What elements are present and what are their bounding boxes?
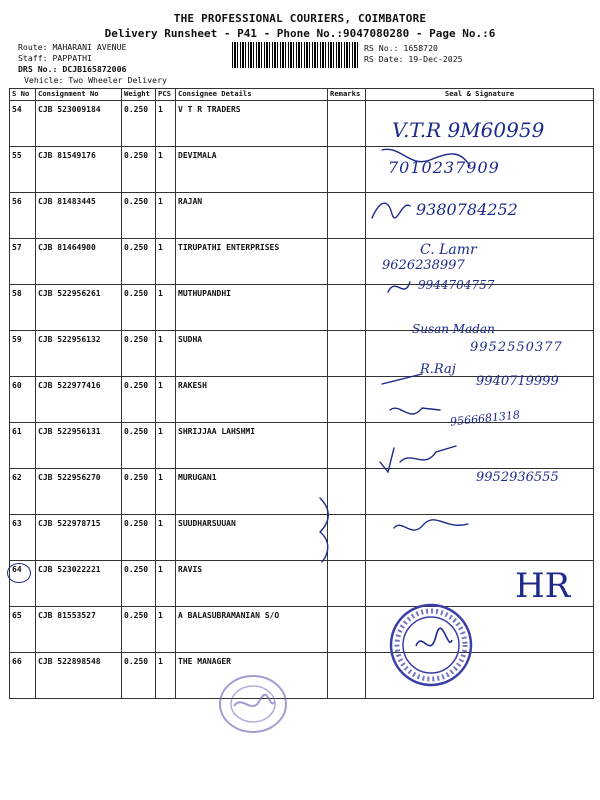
drs-label: DRS No.: DCJB165872006 (18, 64, 127, 74)
row-pcs: 1 (156, 101, 176, 147)
circle-mark-65 (7, 563, 31, 583)
row-sno: 56 (10, 193, 36, 239)
row-weight: 0.250 (122, 607, 156, 653)
row-weight: 0.250 (122, 239, 156, 285)
row-consignee: SHRIJJAA LAHSHMI (176, 423, 328, 469)
row-consignment: CJB 522956261 (36, 285, 122, 331)
row-sno: 61 (10, 423, 36, 469)
row-pcs: 1 (156, 285, 176, 331)
row-weight: 0.250 (122, 377, 156, 423)
row-pcs: 1 (156, 561, 176, 607)
row-remarks (328, 469, 366, 515)
table-row (10, 239, 594, 285)
row-consignee: SUDHA (176, 331, 328, 377)
row-pcs: 1 (156, 469, 176, 515)
row-pcs: 1 (156, 607, 176, 653)
row-weight: 0.250 (122, 147, 156, 193)
row-pcs: 1 (156, 331, 176, 377)
row-sno: 60 (10, 377, 36, 423)
col-consignee: Consignee Details (176, 89, 328, 101)
row-consignment: CJB 81553527 (36, 607, 122, 653)
row-sno: 55 (10, 147, 36, 193)
col-pcs: PCS (156, 89, 176, 101)
handwriting-sig65: HR (515, 566, 571, 606)
handwriting-sig59b: 9952550377 (470, 340, 563, 355)
row-weight: 0.250 (122, 561, 156, 607)
row-consignment: CJB 523022221 (36, 561, 122, 607)
row-weight: 0.250 (122, 101, 156, 147)
company-seal-stamp (386, 600, 476, 690)
row-remarks (328, 147, 366, 193)
handwriting-sig62: 9952936555 (476, 470, 559, 485)
row-consignment: CJB 523009184 (36, 101, 122, 147)
col-consignment: Consignment No (36, 89, 122, 101)
handwriting-sig57a: C. Lamr (420, 242, 477, 258)
row-sno: 65 (10, 607, 36, 653)
row-remarks (328, 561, 366, 607)
row-remarks (328, 515, 366, 561)
row-sno: 62 (10, 469, 36, 515)
row-remarks (328, 653, 366, 699)
table-row (10, 285, 594, 331)
row-weight: 0.250 (122, 653, 156, 699)
row-pcs: 1 (156, 239, 176, 285)
row-pcs: 1 (156, 377, 176, 423)
handwriting-sig54: V.T.R 9M60959 (392, 118, 545, 142)
table-row (10, 147, 594, 193)
handwriting-sig59a: Susan Madan (412, 322, 495, 336)
row-sno: 54 (10, 101, 36, 147)
row-consignment: CJB 522978715 (36, 515, 122, 561)
row-consignment: CJB 522956270 (36, 469, 122, 515)
row-weight: 0.250 (122, 423, 156, 469)
row-consignee: THE MANAGER (176, 653, 328, 699)
row-pcs: 1 (156, 193, 176, 239)
row-remarks (328, 285, 366, 331)
col-sno: S No (10, 89, 36, 101)
handwriting-sig60a: R.Raj (420, 362, 456, 377)
row-consignee: MURUGAN1 (176, 469, 328, 515)
row-weight: 0.250 (122, 193, 156, 239)
rs-date: RS Date: 19-Dec-2025 (364, 54, 463, 64)
row-remarks (328, 377, 366, 423)
staff-label: Staff: PAPPATHI (18, 53, 92, 63)
row-signature (366, 423, 594, 469)
handwriting-sig61: 9566681318 (449, 408, 521, 429)
col-weight: Weight (122, 89, 156, 101)
row-remarks (328, 331, 366, 377)
row-consignment: CJB 522956131 (36, 423, 122, 469)
vehicle-label: Vehicle: Two Wheeler Delivery (24, 75, 167, 85)
row-consignee: MUTHUPANDHI (176, 285, 328, 331)
col-signature: Seal & Signature (366, 89, 594, 101)
row-consignment: CJB 522977416 (36, 377, 122, 423)
row-consignment: CJB 522898548 (36, 653, 122, 699)
row-sno: 57 (10, 239, 36, 285)
rs-number: RS No.: 1658720 (364, 43, 438, 53)
handwriting-sig57b: 9626238997 (382, 258, 465, 273)
barcode (232, 42, 358, 68)
table-row (10, 515, 594, 561)
handwriting-sig58: 9944704757 (418, 278, 495, 292)
row-consignment: CJB 81464900 (36, 239, 122, 285)
row-sno: 59 (10, 331, 36, 377)
company-title: THE PROFESSIONAL COURIERS, COIMBATORE (173, 12, 427, 25)
handwriting-sig55: 7010237909 (388, 158, 500, 177)
row-pcs: 1 (156, 423, 176, 469)
row-pcs: 1 (156, 147, 176, 193)
row-remarks (328, 607, 366, 653)
row-remarks (328, 423, 366, 469)
row-remarks (328, 193, 366, 239)
row-consignee: RAJAN (176, 193, 328, 239)
row-consignee: TIRUPATHI ENTERPRISES (176, 239, 328, 285)
table-header-row (10, 89, 594, 101)
row-consignee: A BALASUBRAMANIAN S/O (176, 607, 328, 653)
runsheet-table (9, 88, 594, 699)
row-weight: 0.250 (122, 331, 156, 377)
row-weight: 0.250 (122, 515, 156, 561)
row-consignee: V T R TRADERS (176, 101, 328, 147)
runsheet-subtitle: Delivery Runsheet - P41 - Phone No.:9047080280 - Page No.:6 (104, 27, 496, 40)
row-weight: 0.250 (122, 285, 156, 331)
row-signature (366, 515, 594, 561)
row-consignment: CJB 81483445 (36, 193, 122, 239)
route-label: Route: MAHARANI AVENUE (18, 42, 127, 52)
handwriting-sig60b: 9940719999 (476, 374, 559, 389)
row-consignee: SUUDHARSUUAN (176, 515, 328, 561)
row-sno: 58 (10, 285, 36, 331)
faded-stamp (216, 672, 290, 736)
table-row (10, 653, 594, 699)
row-consignee: RAVIS (176, 561, 328, 607)
row-pcs: 1 (156, 515, 176, 561)
row-sno: 63 (10, 515, 36, 561)
row-consignment: CJB 522956132 (36, 331, 122, 377)
row-consignee: RAKESH (176, 377, 328, 423)
row-remarks (328, 239, 366, 285)
row-sno: 66 (10, 653, 36, 699)
row-sno: 64 (10, 561, 36, 607)
row-weight: 0.250 (122, 469, 156, 515)
row-pcs: 1 (156, 653, 176, 699)
handwriting-sig56: 9380784252 (416, 200, 518, 219)
table-row (10, 607, 594, 653)
col-remarks: Remarks (328, 89, 366, 101)
row-consignment: CJB 81549176 (36, 147, 122, 193)
row-remarks (328, 101, 366, 147)
table-row (10, 561, 594, 607)
row-consignee: DEVIMALA (176, 147, 328, 193)
table-row (10, 423, 594, 469)
